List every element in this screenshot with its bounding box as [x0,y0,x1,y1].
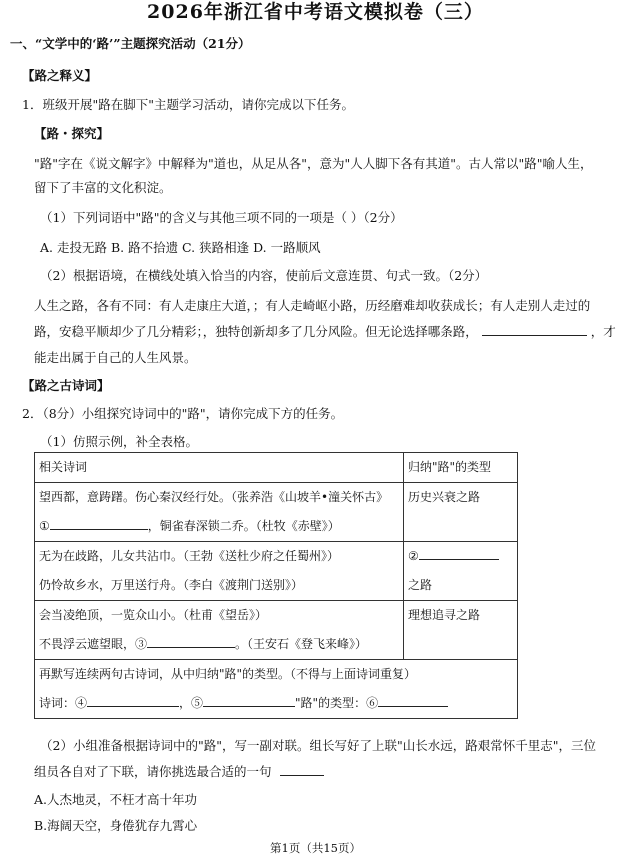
question-1-2-text: 人生之路，各有不同：有人走康庄大道，；有人走崎岖小路，历经磨难却收获成长；有人走别人走过的 [34,298,591,313]
question-1-2-text [34,322,616,340]
question-1-1-options: A. 走投无路 B. 路不拾遗 C. 狭路相逢 D. 一路顺风 [40,240,321,255]
question-2-intro: 2．（8分）小组探究诗词中的"路"，请你完成下方的任务。 [22,406,344,421]
question-1-1: （1）下列词语中"路"的含义与其他三项不同的一项是（ ）（2分） [40,210,403,225]
answer-blank[interactable] [87,694,179,707]
option-b: B.海阔天空，身倦犹存九霄心 [34,818,198,833]
section-heading: 一、“文学中的‘路’”主题探究活动（21分） [10,36,251,51]
paragraph-line: "路"字在《说文解字》中解释为"道也，从足从各"，意为"人人脚下各有其道"。古人常以"路"喻人生， [34,156,593,171]
table-cell: 望西都，意踌躇。伤心秦汉经行处。（张养浩《山坡羊•潼关怀古》 ① ，铜雀春深锁二乔。（杜牧《赤壁》） [35,483,404,542]
table-row [35,483,518,542]
answer-blank[interactable] [280,763,324,776]
table-cell: 无为在歧路，儿女共沾巾。（王勃《送杜少府之任蜀州》） 仍怜故乡水，万里送行舟。（李白《渡荆门送别》） [35,542,404,601]
subsection-label: 【路之释义】 [22,68,98,83]
question-1-2-text: 能走出属于自己的人生风景。 [34,350,197,365]
paragraph-line: 留下了丰富的文化积淀。 [34,180,172,195]
question-2-2: （2）小组准备根据诗词中的"路"，写一副对联。组长写好了上联"山长水远，路艰常怀千里志"，三位 [40,738,596,753]
option-a: A.人杰地灵，不枉才高十年功 [34,792,198,807]
answer-blank[interactable] [482,323,587,336]
table-header-cell: 相关诗词 [35,453,404,483]
answer-blank[interactable] [419,547,499,560]
answer-blank[interactable] [50,517,148,530]
table-cell: ② 之路 [404,542,518,601]
exam-title: 2026年浙江省中考语文模拟卷（三） [147,1,484,23]
table-cell: 再默写连续两句古诗词，从中归纳"路"的类型。（不得与上面诗词重复） 诗词：④ ，⑤ "路"的类型：⑥ [35,660,518,719]
table-row [35,660,518,719]
table-row [35,601,518,660]
answer-blank[interactable] [203,694,295,707]
table-cell: 会当凌绝顶，一览众山小。（杜甫《望岳》） 不畏浮云遮望眼，③ 。（王安石《登飞来峰》） [35,601,404,660]
question-2-1: （1）仿照示例，补全表格。 [40,434,198,449]
explore-label: 【路・探究】 [34,126,110,141]
table-header-row [35,453,518,483]
question-1-intro: 1．班级开展"路在脚下"主题学习活动，请你完成以下任务。 [22,97,354,112]
question-1-2-text-part: ，才 [590,324,616,339]
subsection-label: 【路之古诗词】 [22,378,110,393]
question-1-2: （2）根据语境，在横线处填入恰当的内容，使前后文意连贯、句式一致。（2分） [40,268,488,283]
page-footer: 第1页（共15页） [270,841,361,855]
table-row [35,542,518,601]
question-2-2: 组员各自对了下联，请你挑选最合适的一句 [34,762,324,780]
answer-blank[interactable] [147,635,235,648]
question-1-2-text-part: 路，安稳平顺却少了几分精彩；，独特创新却多了几分风险。但无论选择哪条路， [34,324,478,339]
table-header-cell: 归纳"路"的类型 [404,453,518,483]
table-cell: 理想追寻之路 [404,601,518,660]
table-cell: 历史兴衰之路 [404,483,518,542]
poetry-table [34,452,518,719]
answer-blank[interactable] [378,694,448,707]
